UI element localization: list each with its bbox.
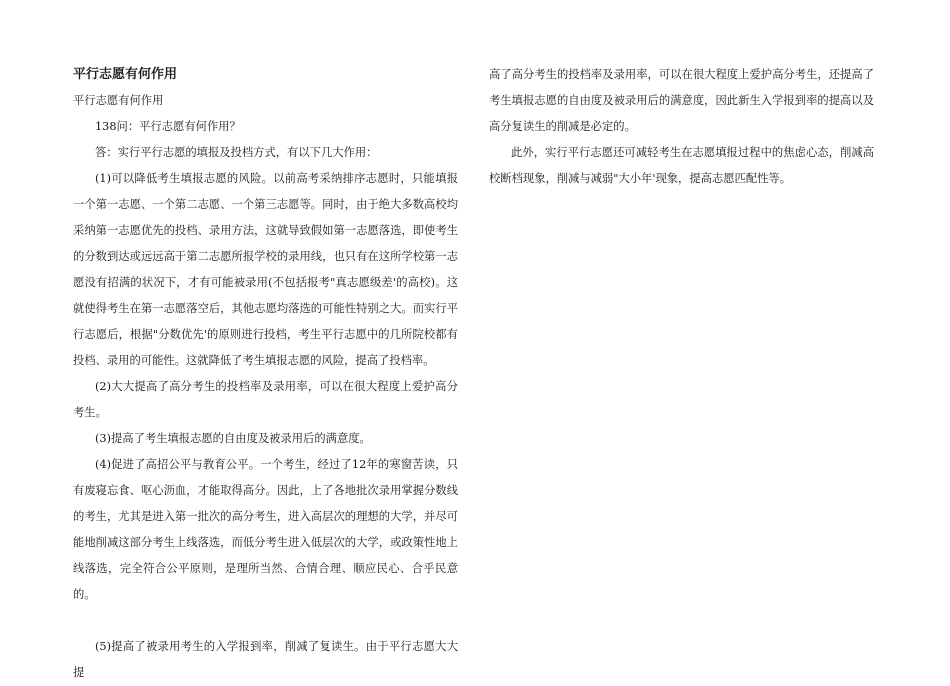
document-subtitle: 平行志愿有何作用 bbox=[73, 94, 164, 107]
point-2-paragraph: (2)大大提高了高分考生的投档率及录用率，可以在很大程度上爱护高分考生。 bbox=[73, 380, 458, 419]
point-5-paragraph: (5)提高了被录用考生的入学报到率，削减了复读生。由于平行志愿大大提 bbox=[73, 640, 458, 679]
point-1-paragraph: (1)可以降低考生填报志愿的风险。以前高考采纳排序志愿时，只能填报一个第一志愿、一个第二志愿、一个第三志愿等。同时，由于绝大多数高校均采纳第一志愿优先的投档、录用方法，这就导致假如第一志愿落选，即使考生的分数到达或远远高于第二志愿所报学校的录用线，也只有在这所学校第一志愿没有招满的状况下，才有可能被录用(不包括报考"真志愿级差'的高校)。这就使得考生在第一志愿落空后，其他志愿均落选的可能性特别之大。而实行平行志愿后，根据"分数优先'的原则进行投档，考生平行志愿中的几所院校都有投档、录用的可能性。这就降低了考生填报志愿的风险，提高了投档率。 bbox=[73, 172, 458, 367]
additional-effects-paragraph: 此外，实行平行志愿还可减轻考生在志愿填报过程中的焦虑心态，削减高校断档现象，削减与减弱"大小年'现象，提高志愿匹配性等。 bbox=[489, 146, 874, 185]
answer-intro: 答：实行平行志愿的填报及投档方式，有以下几大作用： bbox=[95, 146, 378, 159]
document-title: 平行志愿有何作用 bbox=[73, 67, 178, 82]
question-line: 138问：平行志愿有何作用？ bbox=[95, 120, 241, 133]
right-column bbox=[489, 62, 874, 192]
point-3-paragraph: (3)提高了考生填报志愿的自由度及被录用后的满意度。 bbox=[95, 432, 371, 445]
left-column bbox=[73, 62, 458, 686]
point-5-continuation: 高了高分考生的投档率及录用率，可以在很大程度上爱护高分考生，还提高了考生填报志愿的自由度及被录用后的满意度，因此新生入学报到率的提高以及高分复读生的削减是必定的。 bbox=[489, 68, 874, 133]
point-4-paragraph: (4)促进了高招公平与教育公平。一个考生，经过了12年的寒窗苦读，只有废寝忘食、呕心沥血，才能取得高分。因此，上了各地批次录用掌握分数线的考生，尤其是进入第一批次的高分考生，进入高层次的理想的大学，并尽可能地削减这部分考生上线落选，而低分考生进入低层次的大学，或政策性地上线落选，完全符合公平原则，是理所当然、合情合理、顺应民心、合乎民意的。 bbox=[73, 458, 458, 601]
